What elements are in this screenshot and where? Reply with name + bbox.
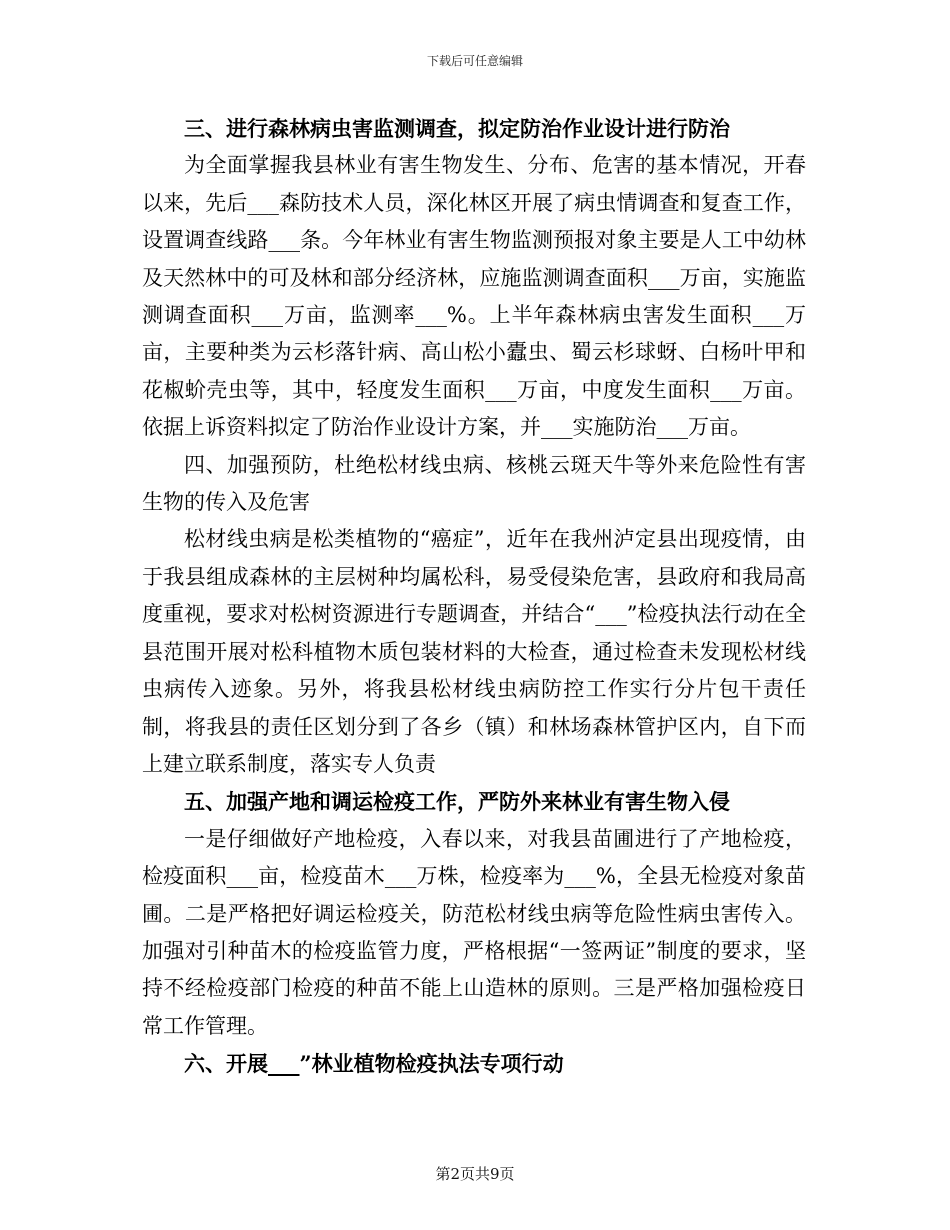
page-number: 第2页共9页 — [435, 1165, 515, 1183]
section-3-paragraph: 为全面掌握我县林业有害生物发生、分布、危害的基本情况，开春以来，先后___森防技术人员，深化林区开展了病虫情调查和复查工作，设置调查线路___条。今年林业有害生物监测预报对象主要是人工中幼林及天然林中的可及林和部分经济林，应施监测调查面积___万亩，实施监测调查面积___万亩，监测率___%。上半年森林病虫害发生面积___万亩，主要种类为云杉落针病、高山松小蠹虫、蜀云杉球蚜、白杨叶甲和花椒蚧壳虫等，其中，轻度发生面积___万亩，中度发生面积___万亩。依据上诉资料拟定了防治作业设计方案，并___实施防治___万亩。 — [142, 153, 806, 440]
section-5-heading: 五、加强产地和调运检疫工作，严防外来林业有害生物入侵 — [184, 789, 730, 815]
section-6-heading: 六、开展___”林业植物检疫执法专项行动 — [184, 1051, 564, 1077]
section-4-heading: 四、加强预防，杜绝松材线虫病、核桃云斑天牛等外来危险性有害生物的传入及危害 — [142, 452, 806, 515]
section-3-heading: 三、进行森林病虫害监测调查，拟定防治作业设计进行防治 — [184, 116, 730, 141]
document-body — [142, 110, 806, 1083]
header-note: 下载后可任意编辑 — [426, 54, 523, 68]
section-5-paragraph: 一是仔细做好产地检疫，入春以来，对我县苗圃进行了产地检疫，检疫面积___亩，检疫苗木___万株，检疫率为___%，全县无检疫对象苗圃。二是严格把好调运检疫关，防范松材线虫病等危险性病虫害传入。加强对引种苗木的检疫监管力度，严格根据“一签两证”制度的要求，坚持不经检疫部门检疫的种苗不能上山造林的原则。三是严格加强检疫日常工作管理。 — [142, 826, 806, 1038]
section-4-paragraph: 松材线虫病是松类植物的“癌症”，近年在我州泸定县出现疫情，由于我县组成森林的主层树种均属松科，易受侵染危害，县政府和我局高度重视，要求对松树资源进行专题调查，并结合“___”检疫执法行动在全县范围开展对松科植物木质包装材料的大检查，通过检查未发现松材线虫病传入迹象。另外，将我县松材线虫病防控工作实行分片包干责任制，将我县的责任区划分到了各乡（镇）和林场森林管护区内，自下而上建立联系制度，落实专人负责 — [142, 527, 806, 776]
